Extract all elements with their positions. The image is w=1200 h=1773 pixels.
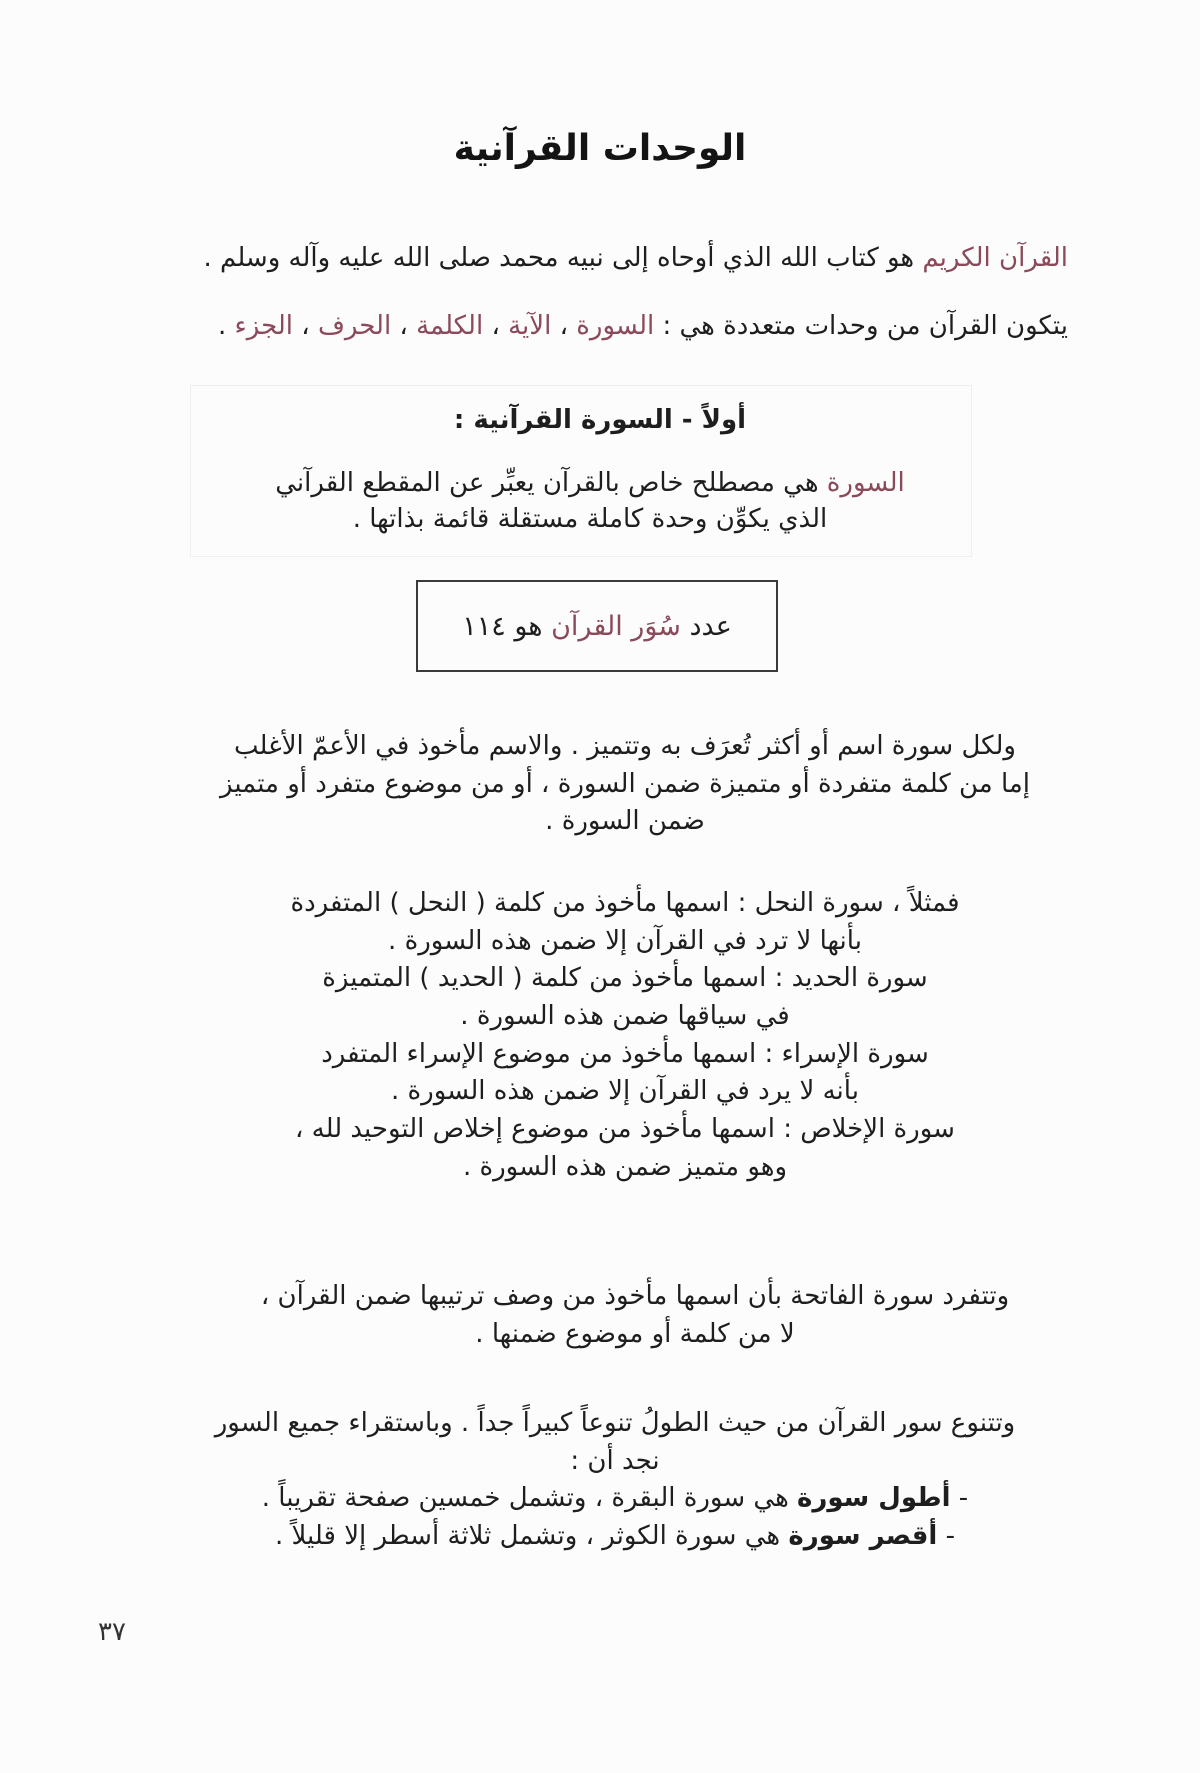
longest-text: هي سورة البقرة ، وتشمل خمسين صفحة تقريباً . — [261, 1483, 798, 1514]
example-ikhlas-line1: سورة الإخلاص : اسمها مأخوذ من موضوع إخلاص التوحيد لله ، — [295, 1114, 955, 1145]
list-dash: - — [937, 1521, 955, 1552]
paragraph-line: وتتنوع سور القرآن من حيث الطولُ تنوعاً كبيراً جداً . وباستقراء جميع السور — [214, 1408, 1016, 1438]
term-quran-surahs: سُوَر القرآن — [551, 610, 681, 642]
example-ikhlas-line2: وهو متميز ضمن هذه السورة . — [462, 1151, 788, 1182]
length-paragraph — [140, 1405, 1090, 1556]
paragraph-line: وتتفرد سورة الفاتحة بأن اسمها مأخوذ من وصف ترتيبها ضمن القرآن ، — [260, 1281, 1010, 1311]
paragraph-line: نجد أن : — [570, 1445, 660, 1476]
paragraph-line: إما من كلمة متفردة أو متميزة ضمن السورة ، أو من موضوع متفرد أو متميز — [219, 768, 1031, 799]
unit-word: الكلمة — [416, 311, 484, 341]
names-paragraph — [170, 728, 1080, 841]
separator: ، — [293, 311, 318, 341]
examples-paragraph — [250, 885, 1000, 1187]
intro-definition-text: هو كتاب الله الذي أوحاه إلى نبيه محمد صلى الله عليه وآله وسلم . — [203, 243, 923, 273]
count-middle: هو — [514, 610, 543, 642]
term-quran: القرآن الكريم — [922, 243, 1068, 273]
unit-surah: السورة — [576, 311, 655, 341]
separator: ، — [391, 311, 417, 341]
section-heading-surah: أولاً - السورة القرآنية : — [453, 405, 747, 435]
paragraph-line: ضمن السورة . — [545, 806, 705, 837]
paragraph-line: ولكل سورة اسم أو أكثر تُعرَف به وتتميز . والاسم مأخوذ في الأعمّ الأغلب — [233, 731, 1016, 761]
shortest-text: هي سورة الكوثر ، وتشمل ثلاثة أسطر إلا قليلاً . — [275, 1521, 789, 1552]
intro-definition — [100, 242, 1068, 276]
example-isra-line1: سورة الإسراء : اسمها مأخوذ من موضوع الإسراء المتفرد — [321, 1038, 929, 1069]
page-number: ٣٧ — [98, 1617, 126, 1647]
example-isra-line2: بأنه لا يرد في القرآن إلا ضمن هذه السورة . — [391, 1076, 859, 1107]
surah-definition-line1: هي مصطلح خاص بالقرآن يعبِّر عن المقطع القرآني — [275, 468, 827, 498]
unit-juz: الجزء — [234, 311, 294, 341]
fatiha-paragraph — [200, 1278, 1070, 1353]
longest-label: أطول سورة — [797, 1483, 951, 1514]
longest-surah-item — [140, 1480, 1090, 1518]
intro-units — [100, 310, 1068, 344]
suffix: . — [217, 311, 235, 341]
example-hadid-line1: سورة الحديد : اسمها مأخوذ من كلمة ( الحديد ) المتميزة — [322, 963, 928, 994]
count-prefix: عدد — [689, 610, 732, 642]
example-hadid-line2: في سياقها ضمن هذه السورة . — [460, 1001, 790, 1032]
surah-count-box — [416, 580, 778, 672]
page-title: الوحدات القرآنية — [453, 128, 747, 169]
paragraph-line: لا من كلمة أو موضوع ضمنها . — [475, 1318, 795, 1349]
list-dash: - — [950, 1483, 969, 1514]
example-nahl-line1: فمثلاً ، سورة النحل : اسمها مأخوذ من كلمة ( النحل ) المتفردة — [290, 888, 960, 918]
surah-definition — [220, 465, 960, 538]
shortest-label: أقصر سورة — [788, 1521, 938, 1552]
unit-ayah: الآية — [508, 311, 552, 341]
term-surah: السورة — [826, 468, 905, 498]
example-nahl-line2: بأنها لا ترد في القرآن إلا ضمن هذه السورة . — [388, 925, 862, 956]
separator: ، — [483, 311, 509, 341]
shortest-surah-item — [140, 1518, 1090, 1556]
surah-definition-line2: الذي يكوِّن وحدة كاملة مستقلة قائمة بذاتها . — [352, 504, 828, 535]
intro-units-prefix: يتكون القرآن من وحدات متعددة هي : — [654, 311, 1068, 341]
separator: ، — [551, 311, 577, 341]
surah-count-number: ١١٤ — [462, 610, 506, 642]
unit-letter: الحرف — [317, 311, 392, 341]
